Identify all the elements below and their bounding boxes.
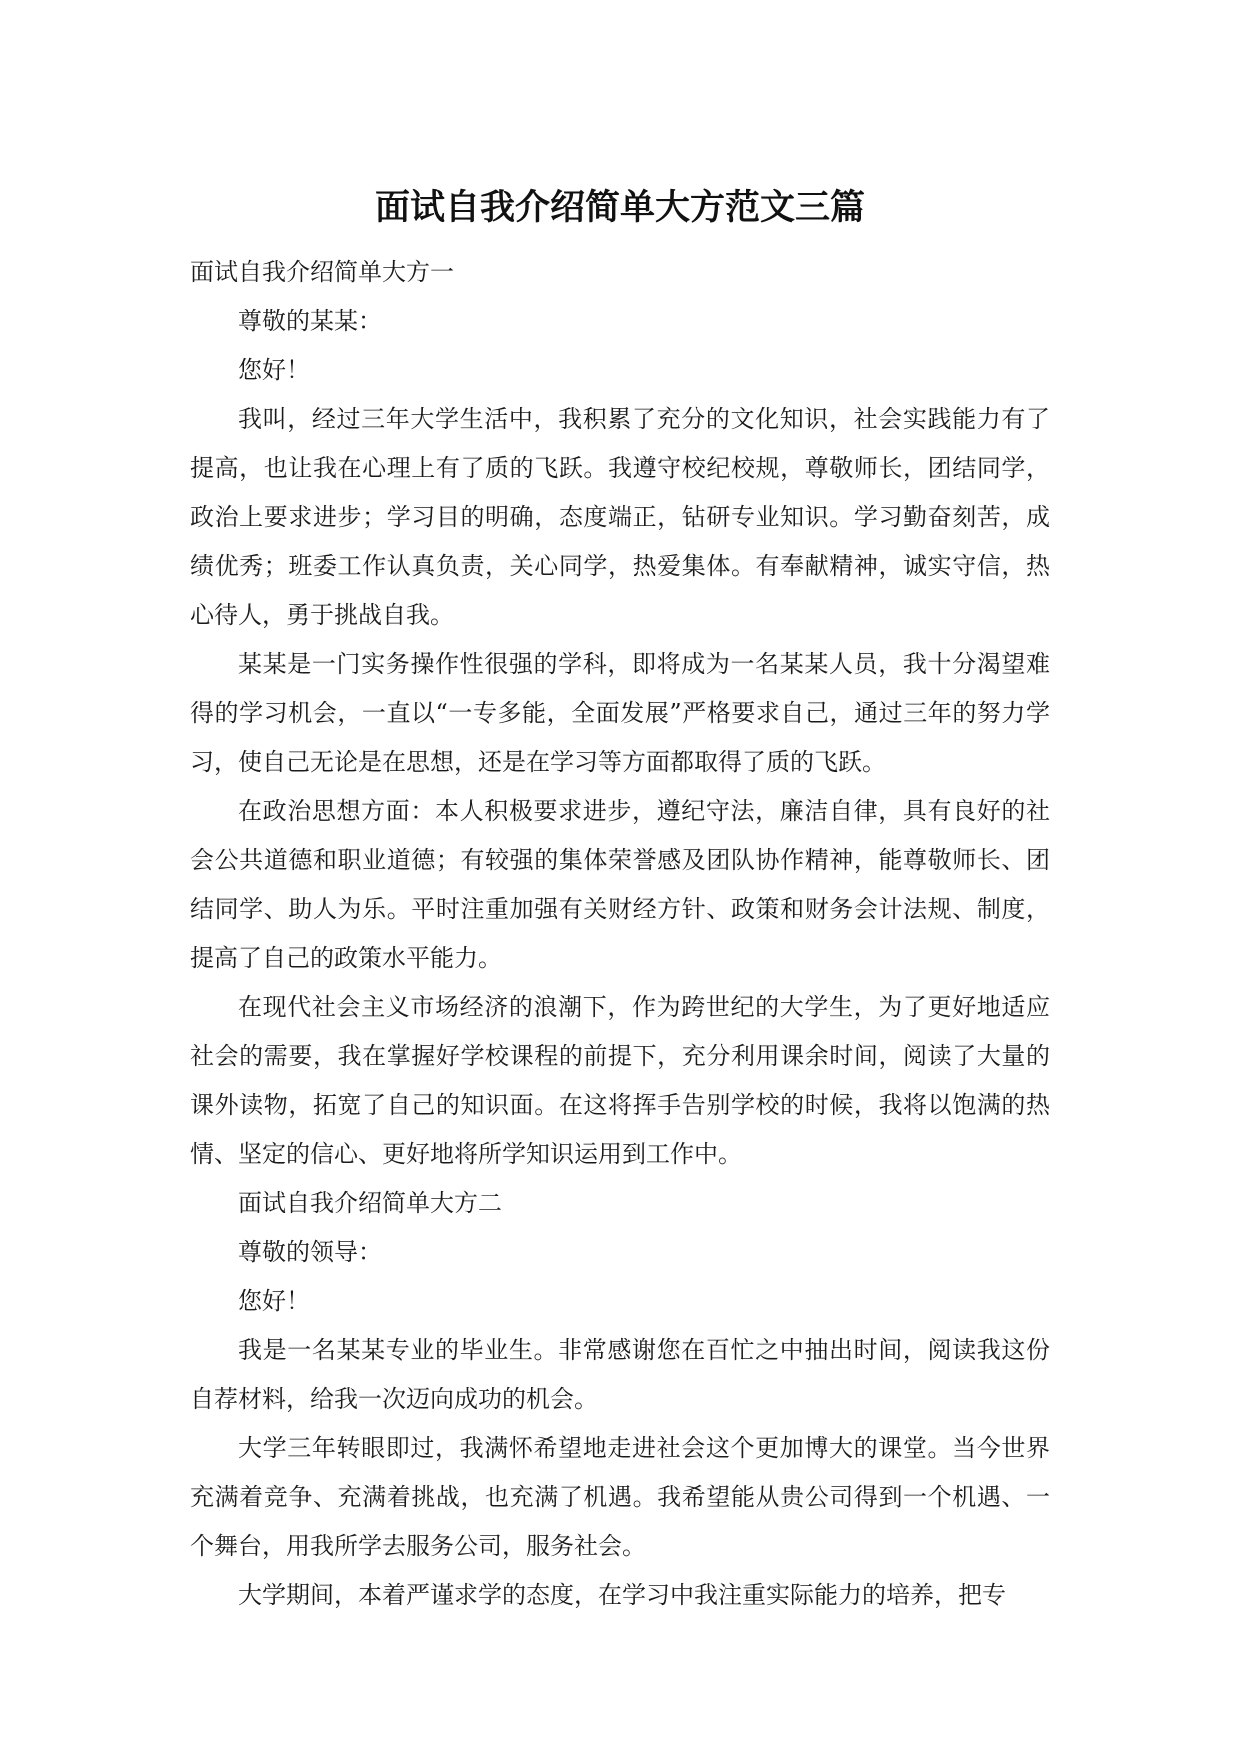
body-paragraph: 大学期间，本着严谨求学的态度，在学习中我注重实际能力的培养，把专 bbox=[238, 1581, 1006, 1609]
document-title: 面试自我介绍简单大方范文三篇 bbox=[374, 188, 865, 228]
salutation-paragraph: 尊敬的领导： bbox=[238, 1238, 382, 1266]
body-paragraph: 某某是一门实务操作性很强的学科，即将成为一名某某人员，我十分渴望难得的学习机会，一直以“一专多能，全面发展”严格要求自己，通过三年的努力学习，使自己无论是在思想，还是在学习等方面都取得了质的飞跃。 bbox=[190, 650, 1050, 776]
document-body bbox=[190, 248, 1050, 1620]
salutation-paragraph: 尊敬的某某： bbox=[238, 307, 382, 335]
body-paragraph: 我是一名某某专业的毕业生。非常感谢您在百忙之中抽出时间，阅读我这份自荐材料，给我一次迈向成功的机会。 bbox=[190, 1336, 1050, 1413]
body-paragraph: 我叫，经过三年大学生活中，我积累了充分的文化知识，社会实践能力有了提高，也让我在心理上有了质的飞跃。我遵守校纪校规，尊敬师长，团结同学，政治上要求进步；学习目的明确，态度端正，钻研专业知识。学习勤奋刻苦，成绩优秀；班委工作认真负责，关心同学，热爱集体。有奉献精神，诚实守信，热心待人，勇于挑战自我。 bbox=[190, 405, 1050, 629]
section-heading-1: 面试自我介绍简单大方一 bbox=[190, 258, 454, 286]
greeting-paragraph: 您好！ bbox=[238, 1287, 310, 1315]
section-heading-2: 面试自我介绍简单大方二 bbox=[238, 1189, 502, 1217]
body-paragraph: 在政治思想方面：本人积极要求进步，遵纪守法，廉洁自律，具有良好的社会公共道德和职业道德；有较强的集体荣誉感及团队协作精神，能尊敬师长、团结同学、助人为乐。平时注重加强有关财经方针、政策和财务会计法规、制度，提高了自己的政策水平能力。 bbox=[190, 797, 1050, 972]
greeting-paragraph: 您好！ bbox=[238, 356, 310, 384]
body-paragraph: 在现代社会主义市场经济的浪潮下，作为跨世纪的大学生，为了更好地适应社会的需要，我在掌握好学校课程的前提下，充分利用课余时间，阅读了大量的课外读物，拓宽了自己的知识面。在这将挥手告别学校的时候，我将以饱满的热情、坚定的信心、更好地将所学知识运用到工作中。 bbox=[190, 993, 1050, 1168]
body-paragraph: 大学三年转眼即过，我满怀希望地走进社会这个更加博大的课堂。当今世界充满着竞争、充满着挑战，也充满了机遇。我希望能从贵公司得到一个机遇、一个舞台，用我所学去服务公司，服务社会。 bbox=[190, 1434, 1050, 1560]
